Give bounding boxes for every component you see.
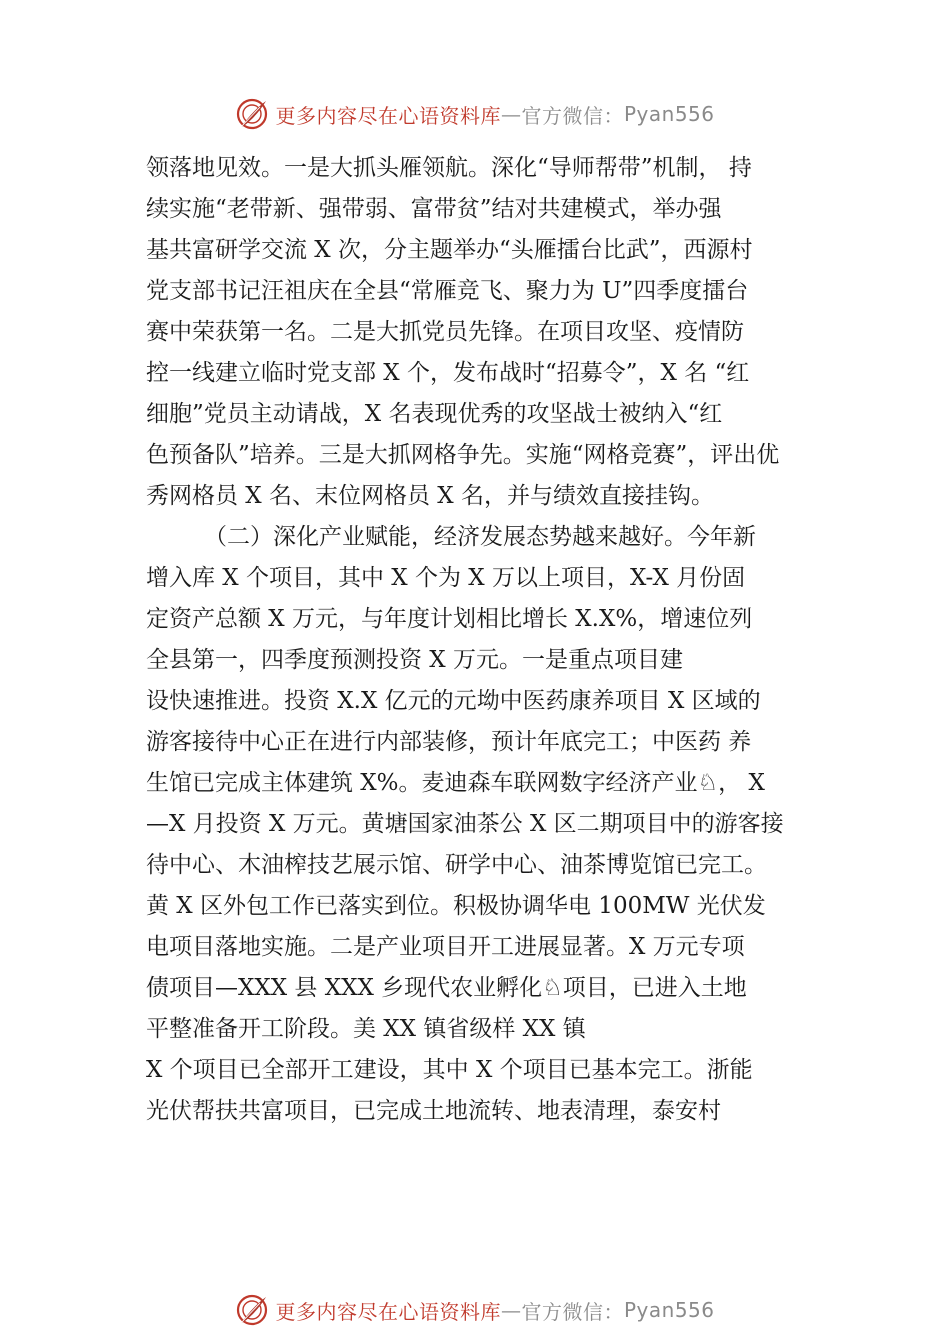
banner-brand-text: 更多内容尽在心语资料库	[275, 103, 501, 128]
body-line: 设快速推进。投资 X.X 亿元的元坳中医药康养项目 X 区域的	[146, 688, 761, 714]
footer-banner	[0, 1288, 950, 1332]
banner-wechat-id: Pyan556	[623, 1298, 715, 1322]
feather-seal-logo-icon	[235, 97, 269, 131]
body-line: 秀网格员 X 名、末位网格员 X 名，并与绩效直接挂钩。	[146, 483, 714, 509]
body-line: 领落地见效。一是大抓头雁领航。深化“导师帮带”机制， 持	[146, 155, 752, 181]
body-line: 续实施“老带新、强带弱、富带贫”结对共建模式，举办强	[146, 196, 722, 222]
body-line: 细胞”党员主动请战，X 名表现优秀的攻坚战士被纳入“红	[146, 401, 723, 427]
body-line: 生馆已完成主体建筑 X%。麦迪森车联网数字经济产业♘， X	[146, 770, 765, 796]
body-line: 游客接待中心正在进行内部装修，预计年底完工；中医药 养	[146, 729, 752, 755]
body-line: 基共富研学交流 X 次，分主题举办“头雁擂台比武”，西源村	[146, 237, 753, 263]
body-line: 电项目落地实施。二是产业项目开工进展显著。X 万元专项	[146, 934, 745, 960]
body-line: 定资产总额 X 万元，与年度计划相比增长 X.X%，增速位列	[146, 606, 753, 632]
section-heading-line: （二）深化产业赋能，经济发展态势越来越好。今年新	[204, 524, 756, 550]
body-line: 党支部书记汪祖庆在全县“常雁竞飞、聚力为 U”四季度擂台	[146, 278, 749, 304]
body-line: 待中心、木油榨技艺展示馆、研学中心、油茶博览馆已完工。	[146, 852, 767, 878]
body-line: —X 月投资 X 万元。黄塘国家油茶公 X 区二期项目中的游客接	[146, 811, 784, 837]
banner-dash: —	[500, 102, 522, 126]
feather-seal-logo-icon	[235, 1293, 269, 1327]
banner-wechat-id: Pyan556	[623, 102, 715, 126]
banner-wechat-label: 官方微信：	[521, 103, 624, 128]
banner-brand-text: 更多内容尽在心语资料库	[275, 1299, 501, 1324]
document-body	[146, 148, 836, 1132]
body-line: 控一线建立临时党支部 X 个，发布战时“招募令”，X 名 “红	[146, 360, 750, 386]
body-line: 赛中荣获第一名。二是大抓党员先锋。在项目攻坚、疫情防	[146, 319, 744, 345]
body-line: 增入库 X 个项目，其中 X 个为 X 万以上项目，X-X 月份固	[146, 565, 746, 591]
body-line: 黄 X 区外包工作已落实到位。积极协调华电 100MW 光伏发	[146, 893, 766, 919]
body-line: 债项目—XXX 县 XXX 乡现代农业孵化♘项目，已进入土地	[146, 975, 747, 1001]
body-line: 平整准备开工阶段。美 XX 镇省级样 XX 镇	[146, 1016, 586, 1042]
banner-dash: —	[500, 1298, 522, 1322]
body-line: 色预备队”培养。三是大抓网格争先。实施“网格竞赛”，评出优	[146, 442, 780, 468]
body-line: 光伏帮扶共富项目，已完成土地流转、地表清理，泰安村	[146, 1098, 721, 1124]
body-line: 全县第一，四季度预测投资 X 万元。一是重点项目建	[146, 647, 683, 673]
header-banner	[0, 92, 950, 136]
body-line: X 个项目已全部开工建设，其中 X 个项目已基本完工。浙能	[146, 1057, 753, 1083]
banner-wechat-label: 官方微信：	[521, 1299, 624, 1324]
